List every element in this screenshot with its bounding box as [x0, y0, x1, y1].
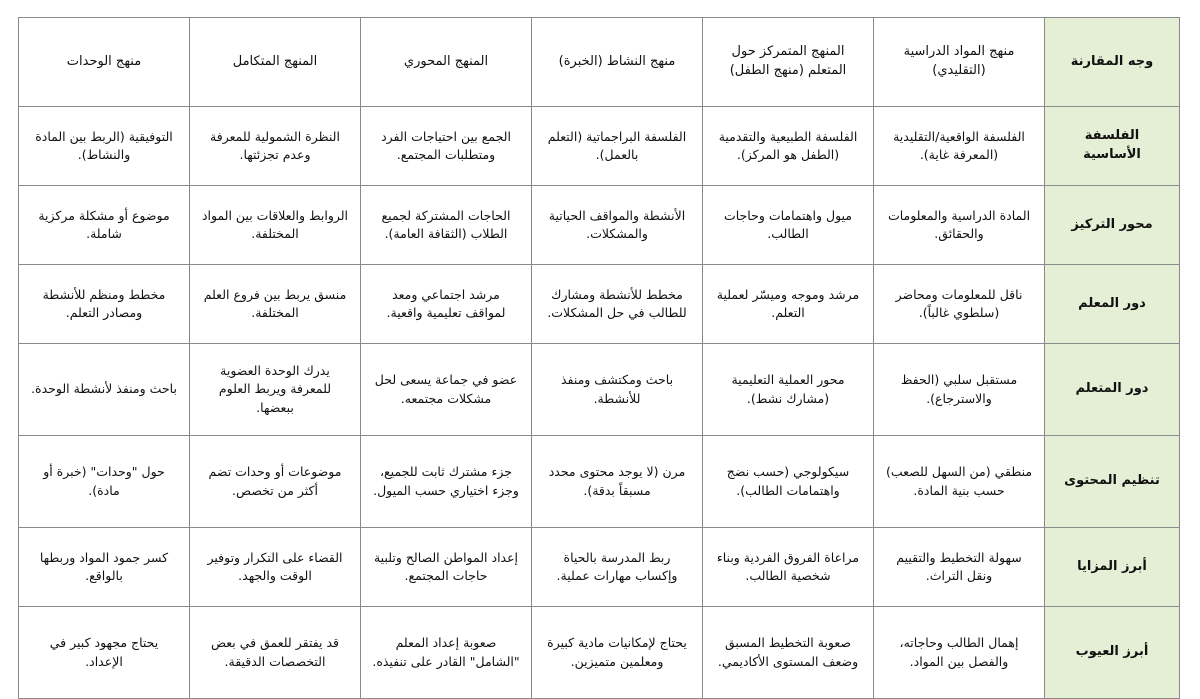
header-activity-curriculum: منهج النشاط (الخبرة)	[532, 18, 703, 107]
table-cell: ربط المدرسة بالحياة وإكساب مهارات عملية.	[532, 528, 703, 607]
header-core-curriculum: المنهج المحوري	[361, 18, 532, 107]
table-cell: الفلسفة الطبيعية والتقدمية (الطفل هو المركز).	[703, 107, 874, 186]
table-cell: ميول واهتمامات وحاجات الطالب.	[703, 186, 874, 265]
table-cell: منسق يربط بين فروع العلم المختلفة.	[190, 265, 361, 344]
table-cell: يدرك الوحدة العضوية للمعرفة ويربط العلوم ببعضها.	[190, 344, 361, 436]
table-cell: مراعاة الفروق الفردية وبناء شخصية الطالب.	[703, 528, 874, 607]
table-cell: النظرة الشمولية للمعرفة وعدم تجزئتها.	[190, 107, 361, 186]
table-cell: مرشد اجتماعي ومعد لمواقف تعليمية واقعية.	[361, 265, 532, 344]
table-cell: مرشد وموجه وميسّر لعملية التعلم.	[703, 265, 874, 344]
table-cell: مستقبل سلبي (الحفظ والاسترجاع).	[874, 344, 1045, 436]
table-cell: يحتاج لإمكانيات مادية كبيرة ومعلمين متميزين.	[532, 607, 703, 699]
table-cell: الفلسفة الواقعية/التقليدية (المعرفة غاية).	[874, 107, 1045, 186]
row-label-teacher-role: دور المعلم	[1045, 265, 1180, 344]
table-cell: مخطط ومنظم للأنشطة ومصادر التعلم.	[19, 265, 190, 344]
table-cell: يحتاج مجهود كبير في الإعداد.	[19, 607, 190, 699]
row-label-disadvantages: أبرز العيوب	[1045, 607, 1180, 699]
table-cell: التوفيقية (الربط بين المادة والنشاط).	[19, 107, 190, 186]
curriculum-comparison-table	[18, 17, 1180, 699]
row-label-philosophy: الفلسفة الأساسية	[1045, 107, 1180, 186]
table-cell: موضوع أو مشكلة مركزية شاملة.	[19, 186, 190, 265]
table-cell: عضو في جماعة يسعى لحل مشكلات مجتمعه.	[361, 344, 532, 436]
table-cell: صعوبة التخطيط المسبق وضعف المستوى الأكاديمي.	[703, 607, 874, 699]
row-label-focus: محور التركيز	[1045, 186, 1180, 265]
row-label-learner-role: دور المتعلم	[1045, 344, 1180, 436]
table-row	[19, 107, 1180, 186]
table-cell: جزء مشترك ثابت للجميع، وجزء اختياري حسب الميول.	[361, 436, 532, 528]
table-cell: إهمال الطالب وحاجاته، والفصل بين المواد.	[874, 607, 1045, 699]
table-cell: قد يفتقر للعمق في بعض التخصصات الدقيقة.	[190, 607, 361, 699]
table-row	[19, 528, 1180, 607]
table-cell: سهولة التخطيط والتقييم ونقل التراث.	[874, 528, 1045, 607]
table-cell: محور العملية التعليمية (مشارك نشط).	[703, 344, 874, 436]
table-cell: باحث ومنفذ لأنشطة الوحدة.	[19, 344, 190, 436]
table-cell: ناقل للمعلومات ومحاضر (سلطوي غالباً).	[874, 265, 1045, 344]
header-units-curriculum: منهج الوحدات	[19, 18, 190, 107]
table-cell: مرن (لا يوجد محتوى محدد مسبقاً بدقة).	[532, 436, 703, 528]
header-learner-centered-curriculum: المنهج المتمركز حول المتعلم (منهج الطفل)	[703, 18, 874, 107]
table-row	[19, 607, 1180, 699]
table-cell: موضوعات أو وحدات تضم أكثر من تخصص.	[190, 436, 361, 528]
table-cell: الحاجات المشتركة لجميع الطلاب (الثقافة العامة).	[361, 186, 532, 265]
table-cell: الفلسفة البراجماتية (التعلم بالعمل).	[532, 107, 703, 186]
comparison-table-container	[18, 17, 1180, 669]
table-row	[19, 436, 1180, 528]
table-cell: حول "وحدات" (خبرة أو مادة).	[19, 436, 190, 528]
row-label-advantages: أبرز المزايا	[1045, 528, 1180, 607]
table-cell: باحث ومكتشف ومنفذ للأنشطة.	[532, 344, 703, 436]
header-integrated-curriculum: المنهج المتكامل	[190, 18, 361, 107]
table-cell: كسر جمود المواد وربطها بالواقع.	[19, 528, 190, 607]
table-cell: المادة الدراسية والمعلومات والحقائق.	[874, 186, 1045, 265]
table-cell: الجمع بين احتياجات الفرد ومتطلبات المجتمع.	[361, 107, 532, 186]
table-cell: مخطط للأنشطة ومشارك للطالب في حل المشكلات.	[532, 265, 703, 344]
table-row	[19, 344, 1180, 436]
table-cell: منطقي (من السهل للصعب) حسب بنية المادة.	[874, 436, 1045, 528]
table-cell: القضاء على التكرار وتوفير الوقت والجهد.	[190, 528, 361, 607]
table-row	[19, 265, 1180, 344]
table-cell: إعداد المواطن الصالح وتلبية حاجات المجتمع.	[361, 528, 532, 607]
header-traditional-curriculum: منهج المواد الدراسية (التقليدي)	[874, 18, 1045, 107]
table-cell: الأنشطة والمواقف الحياتية والمشكلات.	[532, 186, 703, 265]
header-row	[19, 18, 1180, 107]
table-row	[19, 186, 1180, 265]
row-label-content-organization: تنظيم المحتوى	[1045, 436, 1180, 528]
table-cell: سيكولوجي (حسب نضج واهتمامات الطالب).	[703, 436, 874, 528]
table-cell: صعوبة إعداد المعلم "الشامل" القادر على تنفيذه.	[361, 607, 532, 699]
table-cell: الروابط والعلاقات بين المواد المختلفة.	[190, 186, 361, 265]
header-comparison-aspect: وجه المقارنة	[1045, 18, 1180, 107]
